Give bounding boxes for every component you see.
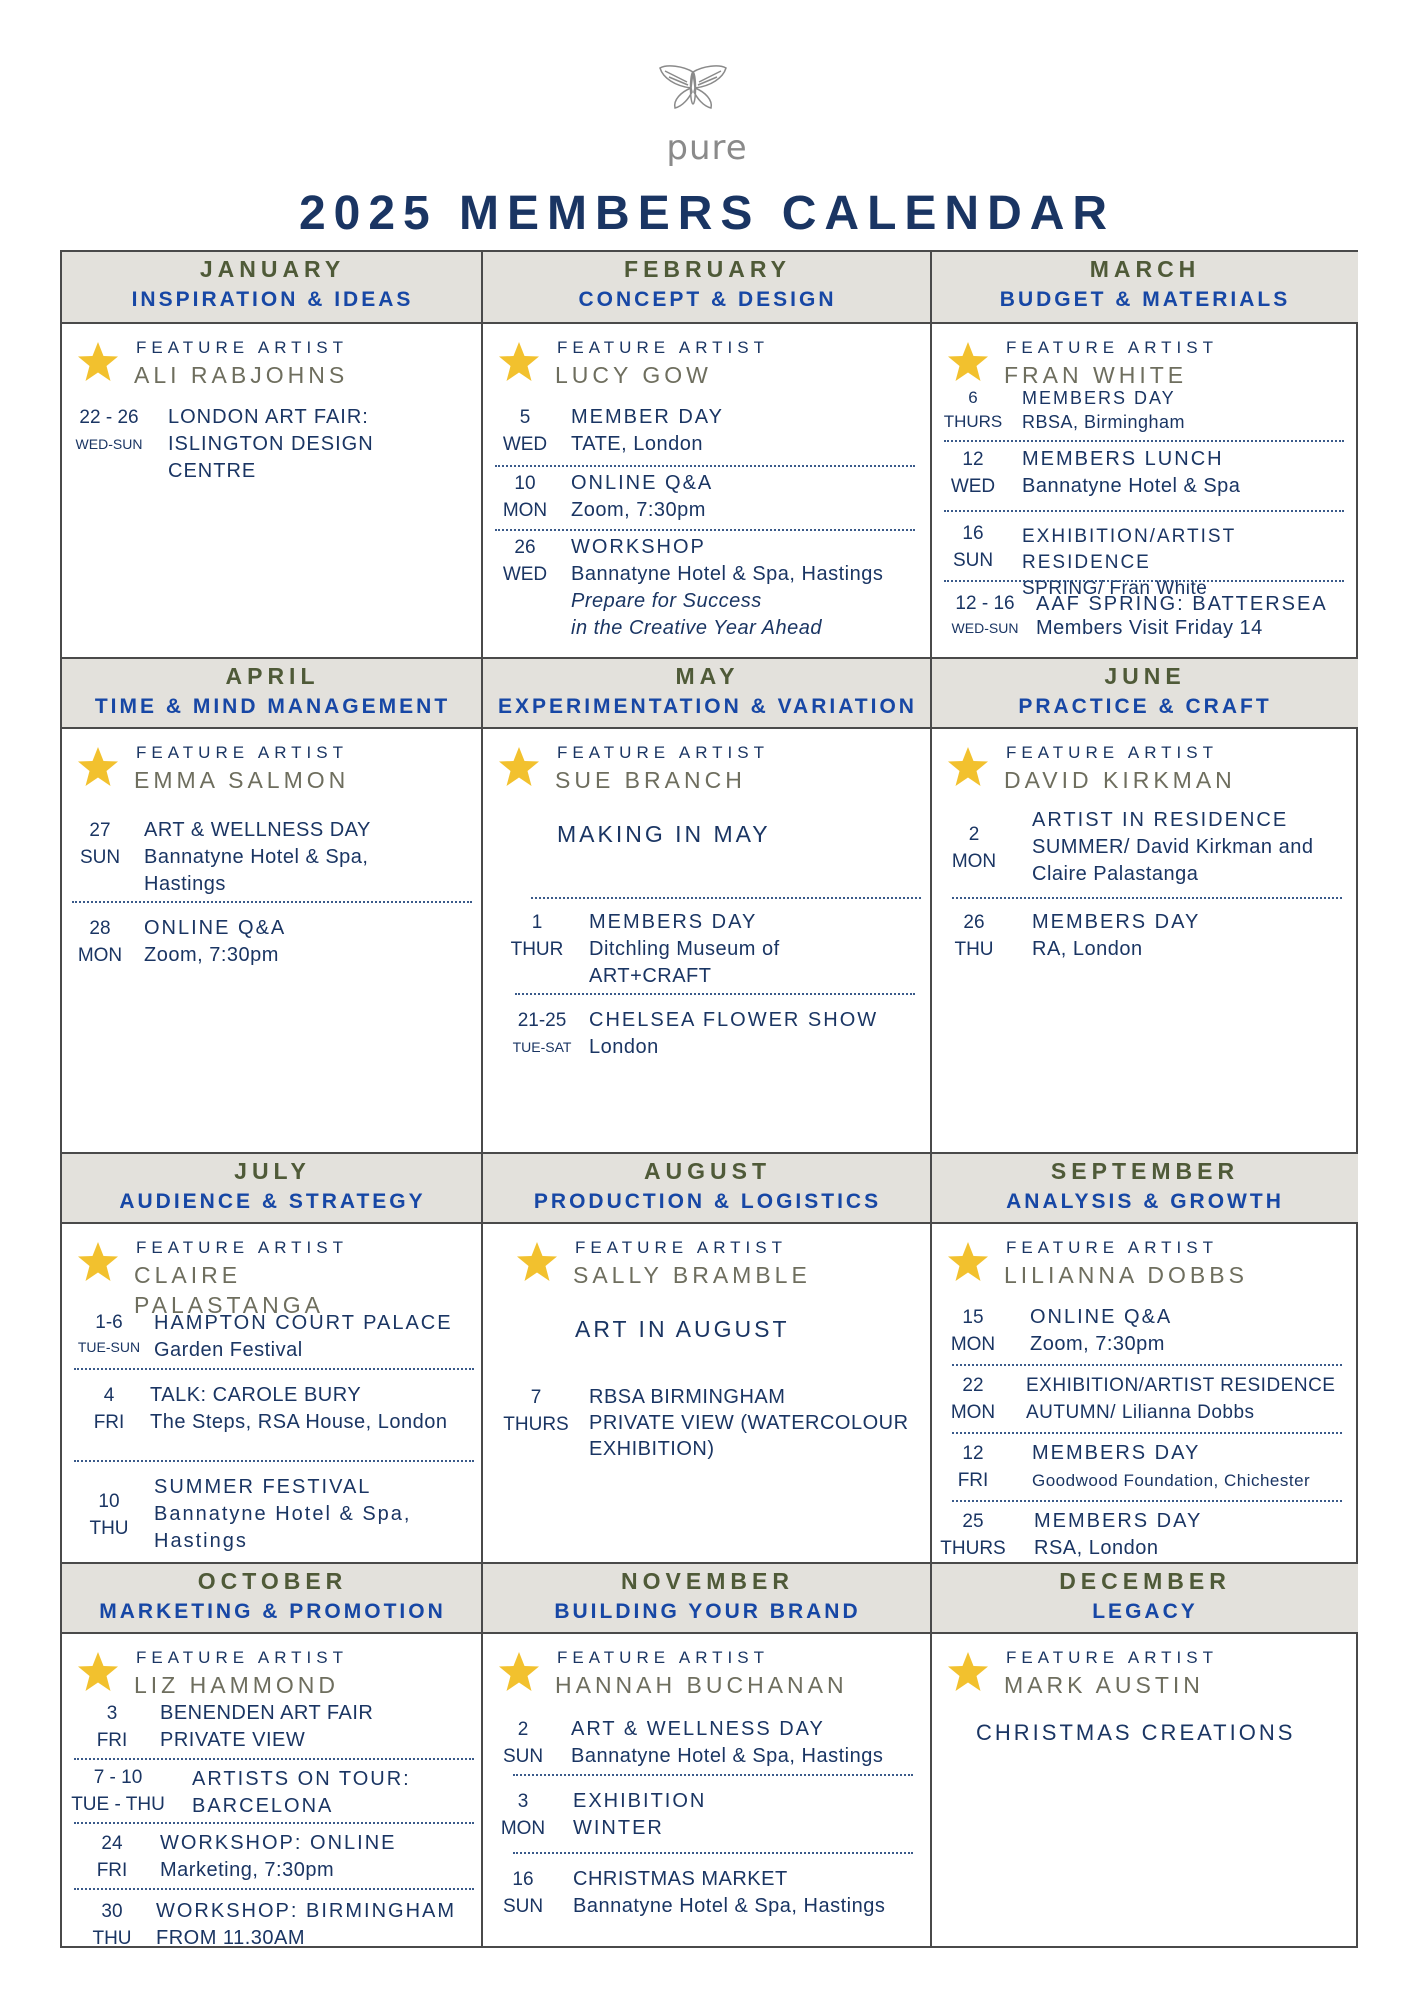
divider: [944, 510, 1344, 512]
star-icon: [76, 1650, 120, 1694]
event-title: HAMPTON COURT PALACE: [154, 1312, 453, 1334]
event-title: ARTISTS ON TOUR:: [192, 1768, 411, 1790]
event-date: 22: [962, 1375, 984, 1396]
month-cell-january: [62, 252, 483, 657]
event-detail: Ditchling Museum of: [589, 938, 780, 960]
month-theme: MARKETING & PROMOTION: [99, 1600, 446, 1623]
event-date: 12 - 16: [955, 593, 1015, 614]
event-day: TUE-SUN: [77, 1339, 141, 1355]
divider: [74, 1822, 474, 1824]
divider: [513, 1852, 913, 1854]
event-title: EXHIBITION/ARTIST RESIDENCE: [1022, 526, 1236, 573]
event-date: 12: [962, 449, 984, 470]
month-name: MAY: [675, 663, 740, 689]
feature-artist-label: FEATURE ARTIST: [136, 1648, 349, 1667]
divider: [952, 1432, 1342, 1434]
grid-line: [481, 252, 483, 1946]
event-day: MON: [950, 1334, 996, 1355]
event-title: SUMMER FESTIVAL: [154, 1476, 372, 1498]
event-title: MEMBERS DAY: [1032, 911, 1201, 933]
event-day: TUE-SAT: [512, 1039, 572, 1055]
moth-logo-icon: [657, 62, 729, 112]
month-cell-november: [483, 1562, 932, 1948]
event-title: WORKSHOP: ONLINE: [160, 1832, 397, 1854]
feature-artist-name: FRAN WHITE: [1004, 362, 1188, 388]
divider: [531, 897, 921, 899]
month-cell-june: [932, 657, 1358, 1152]
event-detail: London: [589, 1036, 659, 1058]
event-date: 10: [514, 473, 536, 494]
month-name: NOVEMBER: [621, 1568, 794, 1594]
month-name: MARCH: [1089, 256, 1201, 282]
event-date: 16: [512, 1869, 534, 1890]
event-date: 10: [98, 1491, 120, 1512]
event-day: TUE - THU: [71, 1794, 165, 1815]
event-detail: Bannatyne Hotel & Spa, Hastings: [571, 563, 884, 585]
divider: [74, 1888, 474, 1890]
divider: [944, 440, 1344, 442]
divider: [74, 1460, 474, 1462]
event-title: ART & WELLNESS DAY: [144, 819, 371, 841]
month-cell-april: [62, 657, 483, 1152]
event-date: 25: [962, 1511, 984, 1532]
month-name: SEPTEMBER: [1050, 1158, 1240, 1184]
month-theme: INSPIRATION & IDEAS: [131, 288, 414, 311]
month-name: OCTOBER: [197, 1568, 348, 1594]
month-theme: LEGACY: [1092, 1600, 1198, 1623]
event-day: FRI: [96, 1860, 128, 1881]
divider: [952, 1500, 1342, 1502]
event-detail: Garden Festival: [154, 1339, 303, 1361]
event-detail: Bannatyne Hotel & Spa,: [144, 846, 369, 868]
event-detail: PRIVATE VIEW: [160, 1729, 306, 1751]
feature-artist-label: FEATURE ARTIST: [575, 1238, 788, 1257]
event-detail: BARCELONA: [192, 1795, 334, 1817]
event-detail: in the Creative Year Ahead: [571, 617, 822, 639]
event-day: FRI: [93, 1412, 125, 1433]
event-day: FRI: [957, 1470, 989, 1491]
month-name: JANUARY: [199, 256, 346, 282]
event-detail: SPRING/ Fran White: [1022, 578, 1208, 599]
divider: [72, 901, 472, 903]
event-detail: Bannatyne Hotel & Spa: [1022, 475, 1241, 497]
event-day: THURS: [940, 1538, 1006, 1559]
divider: [944, 580, 1344, 582]
event-day: MON: [500, 1818, 546, 1839]
divider: [952, 1364, 1342, 1366]
event-day: THUR: [510, 939, 564, 960]
month-theme: PRODUCTION & LOGISTICS: [533, 1190, 882, 1213]
divider: [74, 1368, 474, 1370]
event-day: THURS: [943, 412, 1003, 431]
event-title: ART & WELLNESS DAY: [571, 1718, 825, 1740]
month-theme: CONCEPT & DESIGN: [578, 288, 837, 311]
event-date: 30: [101, 1901, 123, 1922]
month-theme: PRACTICE & CRAFT: [1018, 695, 1272, 718]
event-date: 3: [517, 1791, 529, 1812]
month-theme: BUDGET & MATERIALS: [999, 288, 1291, 311]
special-event: MAKING IN MAY: [557, 821, 771, 847]
event-day: THU: [92, 1928, 132, 1949]
event-title: ARTIST IN RESIDENCE: [1032, 809, 1289, 831]
event-detail: Zoom, 7:30pm: [1030, 1333, 1165, 1355]
event-day: THU: [89, 1518, 129, 1539]
star-icon: [946, 745, 990, 789]
event-title: AAF SPRING: BATTERSEA: [1036, 593, 1328, 615]
event-title: ONLINE Q&A: [571, 472, 714, 494]
feature-artist-name: EMMA SALMON: [134, 767, 350, 793]
grid-line: [930, 252, 932, 1946]
event-title: RBSA BIRMINGHAM: [589, 1386, 786, 1408]
feature-artist-label: FEATURE ARTIST: [557, 743, 770, 762]
event-date: 22 - 26: [79, 407, 139, 428]
event-detail: CENTRE: [168, 460, 257, 482]
feature-artist-name: DAVID KIRKMAN: [1004, 767, 1236, 793]
event-day: MON: [502, 500, 548, 521]
event-detail: EXHIBITION): [589, 1438, 715, 1460]
event-date: 2: [517, 1719, 529, 1740]
event-date: 2: [968, 824, 980, 845]
event-detail: Marketing, 7:30pm: [160, 1859, 335, 1881]
feature-artist-name: SUE BRANCH: [555, 767, 746, 793]
feature-artist-label: FEATURE ARTIST: [136, 743, 349, 762]
event-detail: FROM 11.30AM: [156, 1927, 305, 1949]
event-date: 26: [963, 912, 985, 933]
event-title: MEMBERS DAY: [1022, 388, 1176, 408]
star-icon: [497, 745, 541, 789]
feature-artist-label: FEATURE ARTIST: [557, 1648, 770, 1667]
event-date: 7: [530, 1387, 542, 1408]
month-name: FEBRUARY: [624, 256, 791, 282]
event-day: MON: [950, 1402, 996, 1423]
event-detail: AUTUMN/ Lilianna Dobbs: [1026, 1402, 1255, 1423]
event-date: 1: [531, 912, 543, 933]
month-theme: AUDIENCE & STRATEGY: [119, 1190, 426, 1213]
event-date: 6: [968, 388, 978, 407]
event-title: EXHIBITION/ARTIST RESIDENCE: [1026, 1375, 1336, 1396]
feature-artist-name: LIZ HAMMOND: [134, 1672, 339, 1698]
feature-artist-name: LUCY GOW: [555, 362, 712, 388]
event-date: 3: [106, 1703, 118, 1724]
event-date: 5: [519, 407, 531, 428]
event-day: SUN: [502, 1746, 544, 1767]
event-day: MON: [77, 945, 123, 966]
divider: [74, 1758, 474, 1760]
event-day: THU: [954, 939, 994, 960]
page-title: 2025 MEMBERS CALENDAR: [298, 187, 1116, 240]
event-day: WED-SUN: [75, 436, 143, 452]
event-title: ONLINE Q&A: [144, 917, 287, 939]
event-title: MEMBERS DAY: [1032, 1442, 1201, 1464]
feature-artist-name: SALLY BRAMBLE: [573, 1262, 811, 1288]
brand-name: pure: [666, 128, 748, 168]
event-detail: Goodwood Foundation, Chichester: [1032, 1471, 1311, 1490]
divider: [952, 897, 1342, 899]
month-name: APRIL: [225, 663, 320, 689]
month-cell-october: [62, 1562, 483, 1948]
star-icon: [497, 340, 541, 384]
event-day: WED-SUN: [951, 620, 1019, 636]
month-name: JULY: [234, 1158, 311, 1184]
event-title: WORKSHOP: BIRMINGHAM: [156, 1900, 457, 1922]
star-icon: [946, 1650, 990, 1694]
event-title: BENENDEN ART FAIR: [160, 1702, 374, 1724]
event-detail: Members Visit Friday 14: [1036, 617, 1263, 639]
divider: [515, 993, 915, 995]
event-date: 26: [514, 537, 536, 558]
event-detail: TATE, London: [571, 433, 703, 455]
event-detail: ART+CRAFT: [589, 965, 712, 987]
month-name: DECEMBER: [1059, 1568, 1231, 1594]
divider: [513, 1774, 913, 1776]
event-detail: ISLINGTON DESIGN: [168, 433, 374, 455]
event-title: ONLINE Q&A: [1030, 1306, 1173, 1328]
event-detail: Bannatyne Hotel & Spa,: [154, 1503, 412, 1525]
divider: [495, 529, 915, 531]
month-cell-march: [932, 252, 1358, 657]
event-detail: The Steps, RSA House, London: [150, 1411, 448, 1433]
month-cell-december: [932, 1562, 1358, 1948]
feature-artist-label: FEATURE ARTIST: [1006, 1648, 1219, 1667]
event-title: CHELSEA FLOWER SHOW: [589, 1009, 879, 1031]
event-date: 16: [962, 523, 984, 544]
event-title: TALK: CAROLE BURY: [150, 1384, 362, 1406]
event-detail: RSA, London: [1034, 1537, 1159, 1559]
event-day: WED: [502, 564, 548, 585]
star-icon: [946, 1240, 990, 1284]
event-date: 4: [103, 1385, 115, 1406]
event-detail: PRIVATE VIEW (WATERCOLOUR: [589, 1412, 909, 1434]
event-detail: SUMMER/ David Kirkman and: [1032, 836, 1314, 858]
star-icon: [76, 340, 120, 384]
calendar-grid: [60, 250, 1358, 1948]
feature-artist-label: FEATURE ARTIST: [1006, 338, 1219, 357]
event-title: MEMBERS DAY: [589, 911, 758, 933]
month-cell-september: [932, 1152, 1358, 1562]
month-cell-february: [483, 252, 932, 657]
event-detail: WINTER: [573, 1817, 664, 1839]
special-event: CHRISTMAS CREATIONS: [976, 1720, 1296, 1745]
star-icon: [515, 1240, 559, 1284]
event-date: 24: [101, 1833, 123, 1854]
feature-artist-label: FEATURE ARTIST: [557, 338, 770, 357]
star-icon: [76, 745, 120, 789]
star-icon: [76, 1240, 120, 1284]
event-day: MON: [951, 851, 997, 872]
month-theme: TIME & MIND MANAGEMENT: [94, 695, 451, 718]
event-day: SUN: [952, 550, 994, 571]
month-theme: BUILDING YOUR BRAND: [554, 1600, 861, 1623]
month-cell-may: [483, 657, 932, 1152]
star-icon: [497, 1650, 541, 1694]
feature-artist-name: HANNAH BUCHANAN: [555, 1672, 848, 1698]
feature-artist-label: FEATURE ARTIST: [1006, 1238, 1219, 1257]
feature-artist-label: FEATURE ARTIST: [136, 338, 349, 357]
event-date: 12: [962, 1443, 984, 1464]
event-detail: Bannatyne Hotel & Spa, Hastings: [571, 1745, 884, 1767]
event-detail: Claire Palastanga: [1032, 863, 1199, 885]
event-title: CHRISTMAS MARKET: [573, 1868, 788, 1890]
event-date: 27: [89, 820, 111, 841]
month-cell-august: [483, 1152, 932, 1562]
event-detail: Hastings: [154, 1530, 248, 1552]
event-day: WED: [950, 476, 996, 497]
month-name: JUNE: [1104, 663, 1186, 689]
event-title: MEMBERS LUNCH: [1022, 448, 1224, 470]
event-detail: Zoom, 7:30pm: [144, 944, 279, 966]
event-title: WORKSHOP: [571, 536, 706, 558]
feature-artist-name: ALI RABJOHNS: [134, 362, 349, 388]
event-day: SUN: [79, 847, 121, 868]
event-title: LONDON ART FAIR:: [168, 406, 369, 428]
feature-artist-name: MARK AUSTIN: [1004, 1672, 1204, 1698]
special-event: ART IN AUGUST: [575, 1316, 790, 1342]
event-date: 15: [962, 1307, 984, 1328]
month-theme: EXPERIMENTATION & VARIATION: [498, 695, 917, 718]
event-date: 1-6: [95, 1312, 123, 1333]
event-date: 28: [89, 918, 111, 939]
month-theme: ANALYSIS & GROWTH: [1006, 1190, 1284, 1213]
event-detail: Prepare for Success: [571, 590, 762, 612]
event-day: THURS: [503, 1414, 569, 1435]
event-detail: Hastings: [144, 873, 226, 895]
month-cell-july: [62, 1152, 483, 1562]
event-detail: RA, London: [1032, 938, 1143, 960]
feature-artist-name: CLAIRE PALASTANGA: [134, 1262, 324, 1318]
event-title: MEMBERS DAY: [1034, 1510, 1203, 1532]
event-day: SUN: [502, 1896, 544, 1917]
event-day: FRI: [96, 1730, 128, 1751]
event-day: WED: [502, 434, 548, 455]
feature-artist-label: FEATURE ARTIST: [1006, 743, 1219, 762]
event-date: 7 - 10: [93, 1767, 143, 1788]
feature-artist-label: FEATURE ARTIST: [136, 1238, 349, 1257]
event-date: 21-25: [517, 1010, 567, 1031]
event-title: MEMBER DAY: [571, 406, 724, 428]
feature-artist-name: LILIANNA DOBBS: [1004, 1262, 1248, 1288]
event-title: EXHIBITION: [573, 1790, 707, 1812]
divider: [495, 465, 915, 467]
month-name: AUGUST: [643, 1158, 772, 1184]
event-detail: Zoom, 7:30pm: [571, 499, 706, 521]
event-detail: Bannatyne Hotel & Spa, Hastings: [573, 1895, 886, 1917]
event-detail: RBSA, Birmingham: [1022, 412, 1186, 432]
star-icon: [946, 340, 990, 384]
